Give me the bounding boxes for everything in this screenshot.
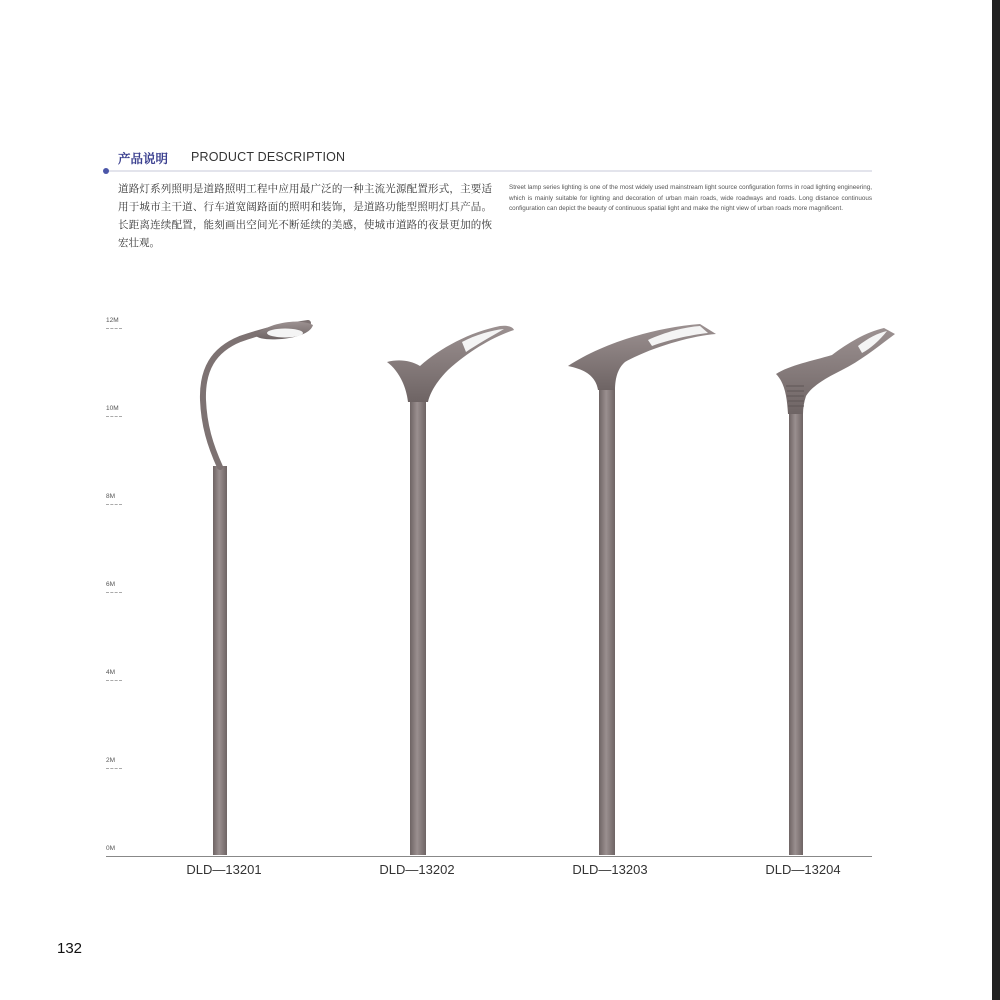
- pole-arm: [203, 323, 308, 467]
- scale-label-8m: 8M: [106, 493, 116, 500]
- section-title-en: PRODUCT DESCRIPTION: [191, 150, 346, 164]
- street-lamp-dld-13201: [203, 322, 313, 855]
- pole-shaft: [410, 400, 426, 855]
- model-label-3: DLD—13203: [572, 862, 648, 877]
- pole-shaft: [789, 412, 803, 855]
- description-chinese: 道路灯系列照明是道路照明工程中应用最广泛的一种主流光源配置形式，主要适用于城市主干道、行车道宽阔路面的照明和装饰，是道路功能型照明灯具产品。长距离连续配置，能刻画出空间光不断延续的美感，使城市道路的夜景更加的恢宏壮观。: [118, 183, 492, 249]
- scale-label-12m: 12M: [106, 317, 119, 324]
- scale-label-2m: 2M: [106, 757, 116, 764]
- model-label-2: DLD—13202: [379, 862, 455, 877]
- ground-line: [106, 856, 872, 857]
- street-lamp-dld-13203: [568, 324, 716, 855]
- lamp-lens: [267, 329, 303, 338]
- page-number: 132: [57, 940, 83, 957]
- street-lamp-dld-13202: [387, 326, 514, 855]
- scale-label-4m: 4M: [106, 669, 116, 676]
- model-label-4: DLD—13204: [765, 862, 841, 877]
- pole-shaft: [213, 466, 227, 855]
- scale-label-6m: 6M: [106, 581, 116, 588]
- scale-label-0m: 0M: [106, 845, 116, 852]
- model-label-1: DLD—13201: [186, 862, 262, 877]
- section-title-cn: 产品说明: [118, 151, 169, 166]
- description-english: Street lamp series lighting is one of the most widely used mainstream light source configuration forms in road lighting engineering, which is mainly suitable for lighting and decoration of urban main roads, wide roadways and roads. Long distance continuous configuration can depict the beauty of continuous spatial light and make the night view of urban roads more magnificent.: [509, 184, 872, 212]
- scale-label-10m: 10M: [106, 405, 119, 412]
- pole-shaft: [599, 388, 615, 855]
- lamp-head: [387, 326, 514, 402]
- street-lamp-dld-13204: [776, 328, 895, 855]
